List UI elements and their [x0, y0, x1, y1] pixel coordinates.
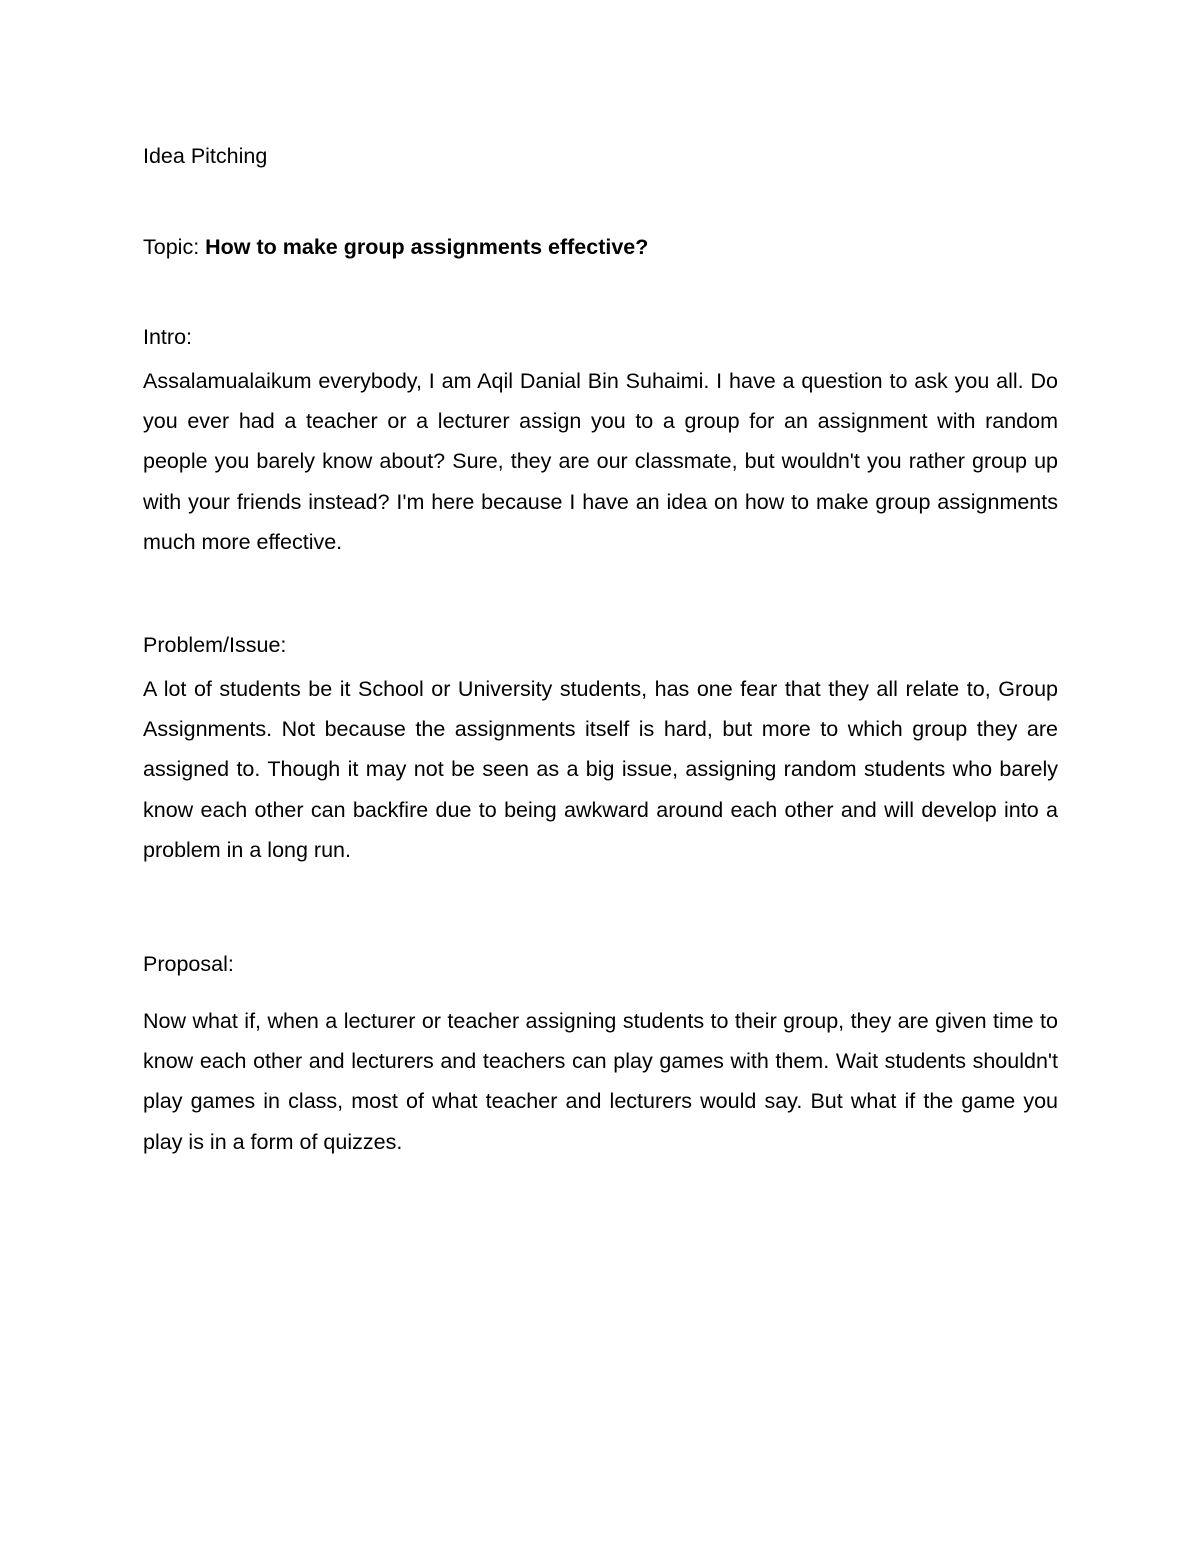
proposal-heading: Proposal: — [143, 952, 234, 976]
problem-heading: Problem/Issue: — [143, 633, 287, 657]
intro-paragraph: Assalamualaikum everybody, I am Aqil Danial Bin Suhaimi. I have a question to ask you all. Do you ever had a teacher or a lecturer assign you to a group for an assignment with random people you barely know about? Sure, they are our classmate, but wouldn't you rather group up with your friends instead? I'm here because I have an idea on how to make group assignments much more effective. — [143, 369, 1058, 554]
intro-heading: Intro: — [143, 325, 192, 349]
document-title: Idea Pitching — [143, 144, 268, 168]
topic-line — [143, 227, 1058, 267]
proposal-paragraph: Now what if, when a lecturer or teacher assigning students to their group, they are given time to know each other and lecturers and teachers can play games with them. Wait students shouldn't play games in class, most of what teacher and lecturers would say. But what if the game you play is in a form of quizzes. — [143, 1009, 1058, 1154]
topic-label: Topic: — [143, 235, 206, 259]
topic-value: How to make group assignments effective? — [205, 235, 649, 259]
problem-paragraph: A lot of students be it School or University students, has one fear that they all relate to, Group Assignments. Not because the assignments itself is hard, but more to which group they are assigned to. Though it may not be seen as a big issue, assigning random students who barely know each other can backfire due to being awkward around each other and will develop into a problem in a long run. — [143, 677, 1058, 862]
